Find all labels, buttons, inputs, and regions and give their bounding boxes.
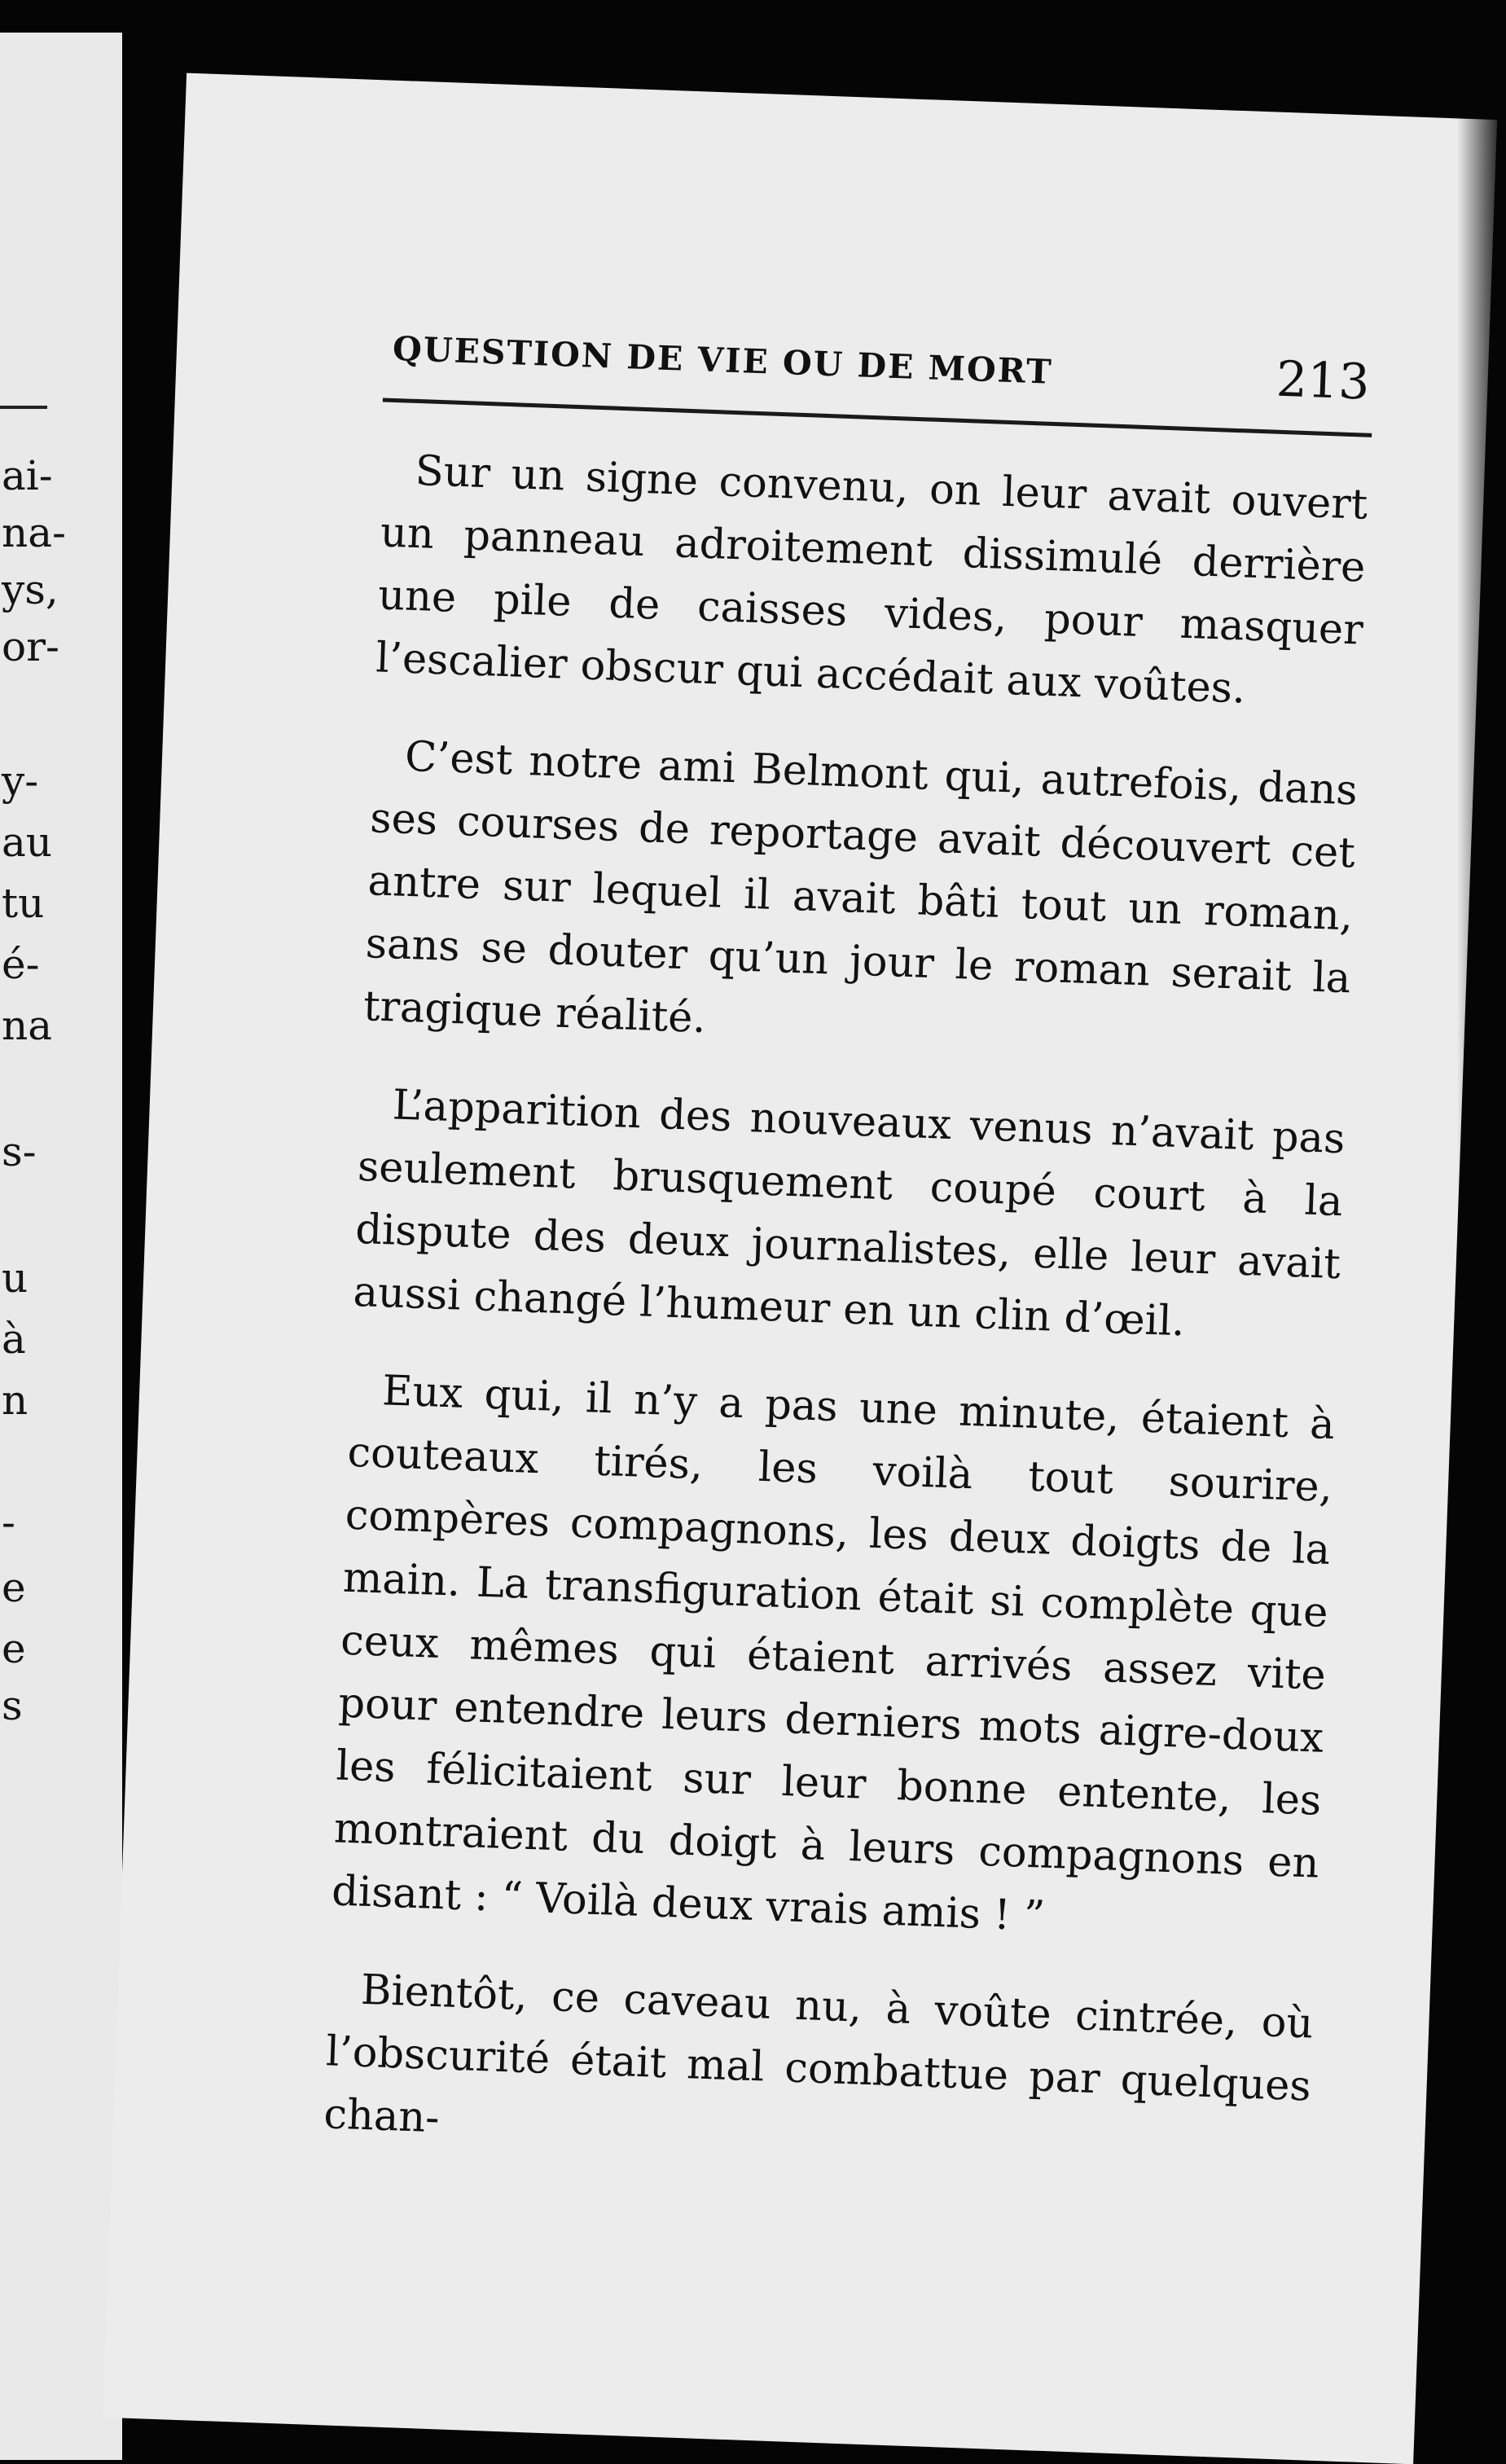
body-text	[322, 439, 1369, 2216]
running-title: QUESTION DE VIE OU DE MORT	[392, 328, 1054, 392]
previous-page-fragment: y-	[2, 758, 39, 805]
previous-page-fragment: e	[2, 1564, 26, 1611]
previous-page-fragment: au	[2, 819, 53, 866]
previous-page-fragment: -	[2, 1499, 15, 1546]
previous-page-fragment: u	[2, 1254, 29, 1302]
book-page	[103, 73, 1497, 2464]
paragraph: L’apparition des nouveaux venus n’avait pas seulement brusquement coupé court à la dispute des deux journalistes, elle leur avait aussi changé l’humeur en un clin d’œil.	[352, 1081, 1346, 1346]
previous-page-fragment: or-	[2, 623, 59, 670]
previous-page-fragment: ys,	[2, 566, 59, 613]
previous-page-fragment: e	[2, 1625, 26, 1672]
previous-page-fragment: na	[2, 1002, 53, 1049]
paragraph: Sur un signe convenu, on leur avait ouvert un panneau adroitement dissimulé derrière une pile de caisses vides, pour masquer l’escalier obscur qui accédait aux voûtes.	[375, 446, 1369, 714]
paragraph: C’est notre ami Belmont qui, autrefois, dans ses courses de reportage avait découvert cet antre sur lequel il avait bâti tout un roman, sans se douter qu’un jour le roman serait la tragique réalité.	[362, 732, 1359, 1043]
previous-page-fragment: na-	[2, 509, 66, 556]
previous-page-fragment: s-	[2, 1128, 37, 1175]
header-rule	[383, 397, 1372, 437]
page-number: 213	[1275, 350, 1371, 411]
previous-page-edge	[0, 33, 122, 2460]
previous-page-fragment: tu	[2, 880, 45, 927]
paragraph: Eux qui, il n’y a pas une minute, étaient à couteaux tirés, les voilà tout sourire, compères compagnons, les deux doigts de la main. La transfiguration était si complète que ceux mêmes qui étaient arrivés assez vite pour entendre leurs derniers mots aigre-doux les félicitaient sur leur bonne entente, les montraient du doigt à leurs compagnons en disant : “ Voilà deux vrais amis ! ”	[331, 1367, 1336, 1941]
previous-page-fragment: é-	[2, 941, 40, 988]
running-header	[392, 328, 1371, 411]
previous-page-fragment: à	[2, 1315, 26, 1363]
previous-page-fragment: n	[2, 1377, 29, 1424]
previous-page-fragment: ai-	[2, 452, 53, 499]
right-edge-shadow	[1457, 0, 1506, 2459]
previous-page-header-rule	[0, 406, 47, 409]
previous-page-fragment: s	[2, 1682, 23, 1729]
paragraph: Bientôt, ce caveau nu, à voûte cintrée, où l’obscurité était mal combattue par quelques chan-	[323, 1965, 1315, 2143]
